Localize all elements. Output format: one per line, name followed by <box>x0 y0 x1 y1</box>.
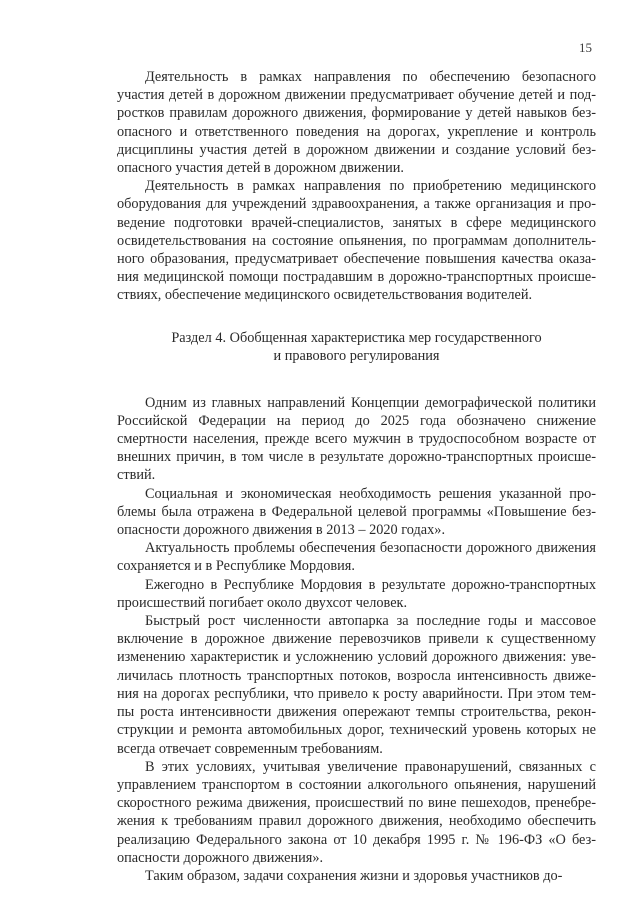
heading-spacer <box>117 382 596 394</box>
paragraph-vehicle-growth: Быстрый рост численности автопарка за последние годы и массовое включение в дорожное движение перевозчиков привели к существенному изменению характеристик и усложнению условий дорожного движения: увеличилась плотность транспортных потоков, возросла интенсивность движения на дорогах республики, что привело к росту аварийности. При этом темпы роста интенсивности движения опережают темпы строительства, реконструкции и ремонта автомобильных дорог, технический уровень которых не всегда отвечает современным требованиям. <box>117 613 596 757</box>
section-heading-line-2: и правового регулирования <box>273 348 440 365</box>
paragraph-child-safety: Деятельность в рамках направления по обеспечению безопасного участия детей в дорожном движении предусматривает обучение детей и подростков правилам дорожного движения, формирование у детей навыков безопасного и ответственного поведения на дорогах, укрепление и контроль дисциплины участия детей в дорожном движении и создание условий безопасного участия детей в дорожном движении. <box>117 69 596 177</box>
section-heading <box>117 329 596 366</box>
section-heading-line-1: Раздел 4. Обобщенная характеристика мер государственного <box>171 329 542 346</box>
paragraph-federal-program: Социальная и экономическая необходимость решения указанной проблемы была отражена в Федеральной целевой программы «Повышение безопасности дорожного движения в 2013 – 2020 годах». <box>117 485 596 539</box>
paragraph-relevance: Актуальность проблемы обеспечения безопасности дорожного движения сохраняется и в Республике Мордовия. <box>117 540 596 575</box>
document-body <box>117 68 596 885</box>
paragraph-conclusion: Таким образом, задачи сохранения жизни и здоровья участников до- <box>145 867 563 884</box>
paragraph-demographic-concept: Одним из главных направлений Концепции демографической политики Российской Федерации на период до 2025 года обозначено снижение смертности населения, прежде всего мужчин в трудоспособном возрасте от внешних причин, в том числе в результате дорожно-транспортных происшествий. <box>117 394 596 484</box>
paragraph-federal-law: В этих условиях, учитывая увеличение правонарушений, связанных с управлением транспортом в состоянии алкогольного опьянения, нарушений скоростного режима движения, происшествий по вине пешеходов, пренебрежения к требованиям правил дорожного движения, необходимо обеспечить реализацию Федерального закона от 10 декабря 1995 г. № 196-ФЗ «О безопасности дорожного движения». <box>117 758 596 866</box>
paragraph-annual-deaths: Ежегодно в Республике Мордовия в результате дорожно-транспортных происшествий погибает около двухсот человек. <box>117 576 596 611</box>
page-number: 15 <box>579 40 592 55</box>
paragraph-medical-equipment: Деятельность в рамках направления по приобретению медицинского оборудования для учреждений здравоохранения, а также организация и проведение подготовки врачей-специалистов, занятых в сфере медицинского освидетельствования на состояние опьянения, по программам дополнительного образования, предусматривает обеспечение повышения качества оказания медицинской помощи пострадавшим в дорожно-транспортных происшествиях, обеспечение медицинского освидетельствования водителей. <box>117 178 596 304</box>
